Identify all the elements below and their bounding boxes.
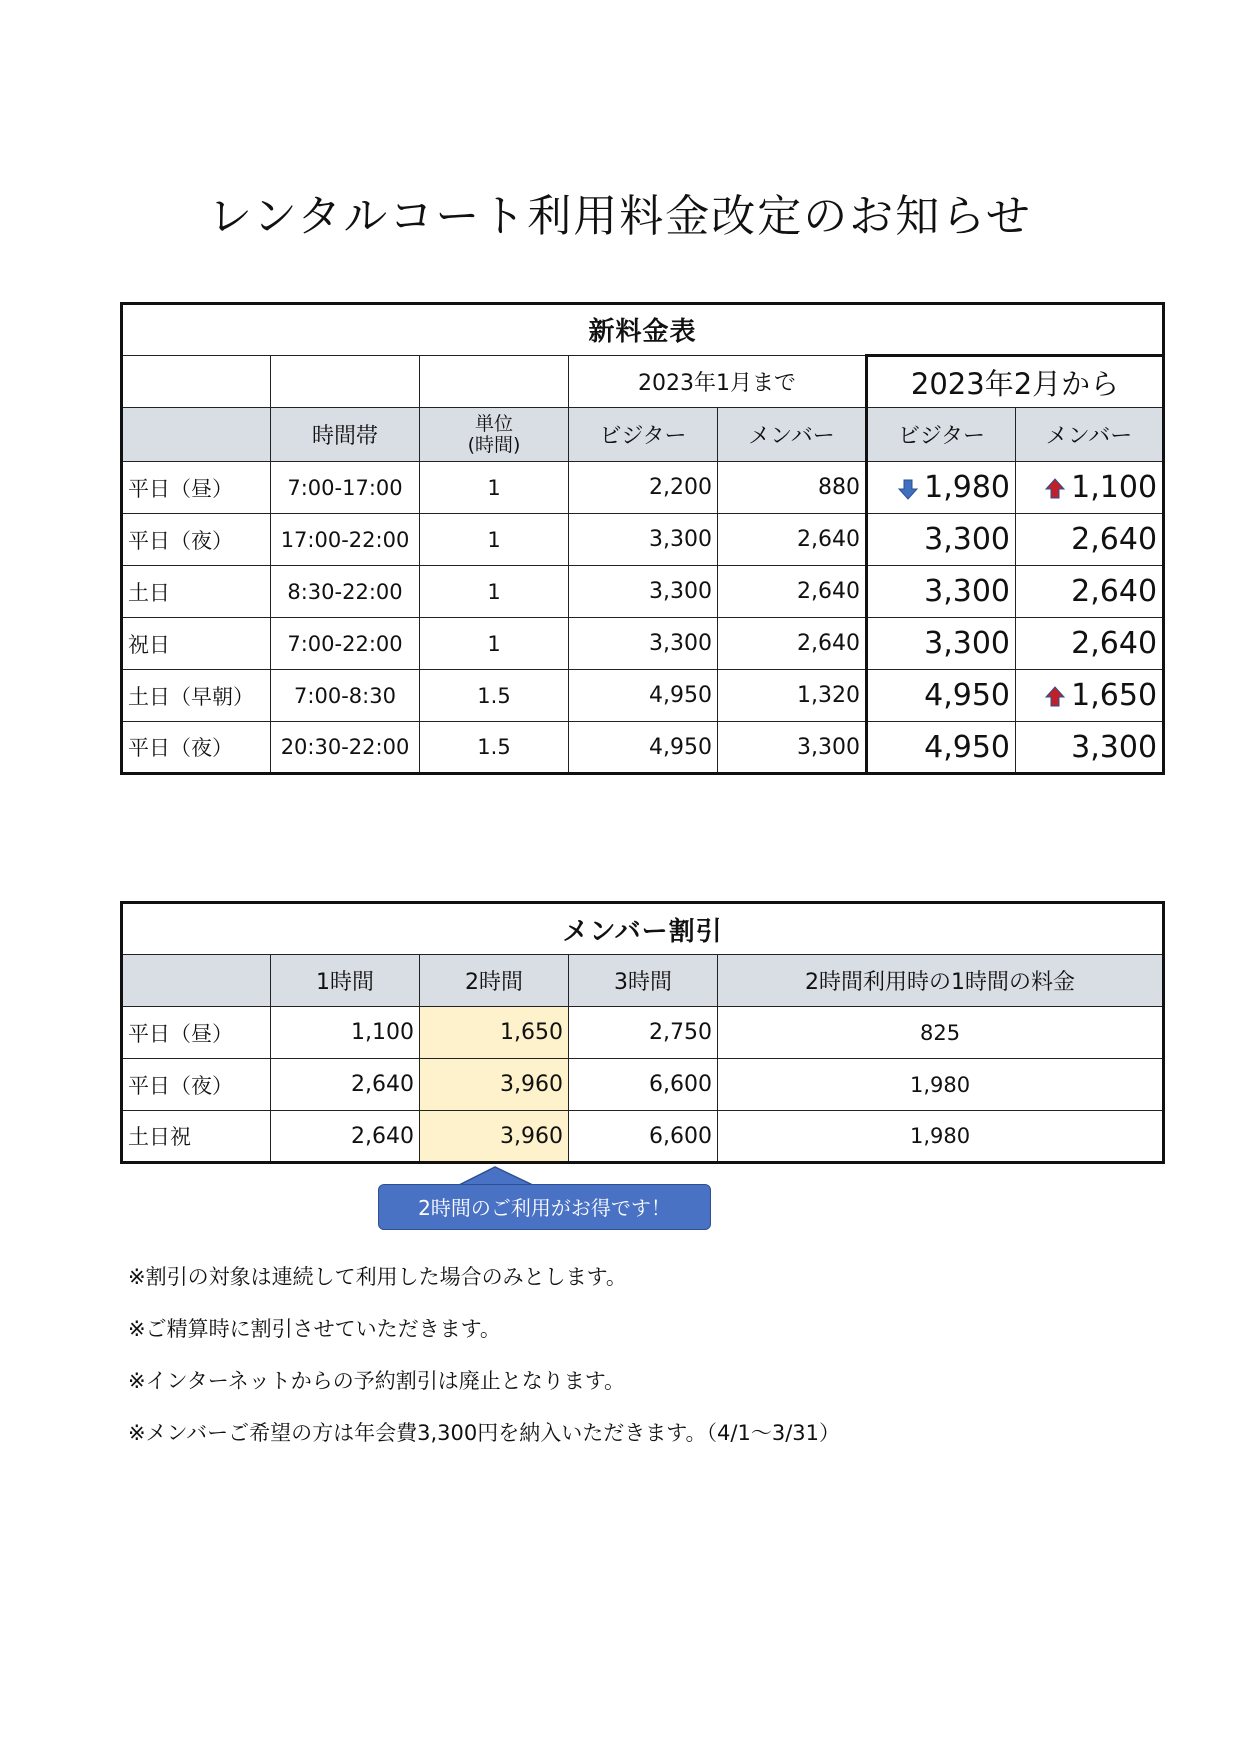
member-new-fee <box>1016 566 1164 618</box>
visitor-old-fee <box>569 722 718 774</box>
member-old-fee <box>718 722 867 774</box>
fee-2-hours-value: 3,960 <box>500 1123 563 1149</box>
time-band <box>271 722 420 774</box>
arrow-down-icon <box>898 478 918 500</box>
member-old-fee-value: 880 <box>818 475 860 500</box>
member-old-fee <box>718 566 867 618</box>
member-new-fee <box>1016 462 1164 514</box>
time-band-value: 20:30-22:00 <box>280 735 410 759</box>
unit-hours-value: 1 <box>487 475 501 500</box>
per-hour-rate <box>718 1059 1164 1111</box>
time-band <box>271 618 420 670</box>
member-new-fee <box>1016 618 1164 670</box>
fee-2-hours <box>420 1059 569 1111</box>
notes <box>128 1262 840 1470</box>
per-hour-rate <box>718 1111 1164 1163</box>
header-member-old: メンバー <box>718 408 867 462</box>
per-hour-rate <box>718 1007 1164 1059</box>
day-type-value: 平日（夜） <box>128 736 233 760</box>
day-type <box>122 1059 271 1111</box>
day-type <box>122 1111 271 1163</box>
header-visitor-new: ビジター <box>867 408 1016 462</box>
member-old-fee <box>718 618 867 670</box>
fee-2-hours-value: 1,650 <box>500 1020 563 1045</box>
header-unit-line1: 単位 <box>474 412 513 435</box>
discount-table <box>120 901 1165 1164</box>
fee-1-hour <box>271 1007 420 1059</box>
visitor-new-fee-value: 3,300 <box>924 522 1010 557</box>
header-time-band: 時間帯 <box>271 408 420 462</box>
table-row <box>122 1111 1164 1163</box>
table-row <box>122 566 1164 618</box>
header-empty <box>122 955 271 1007</box>
per-hour-rate-value: 1,980 <box>909 1072 971 1097</box>
unit-hours <box>420 670 569 722</box>
unit-hours <box>420 566 569 618</box>
note: ※ご精算時に割引させていただきます。 <box>128 1317 501 1341</box>
day-type <box>122 566 271 618</box>
arrow-up-icon <box>1045 478 1065 500</box>
visitor-new-fee <box>867 618 1016 670</box>
empty-cell <box>420 356 569 408</box>
member-new-fee <box>1016 514 1164 566</box>
day-type-value: 土日祝 <box>128 1125 191 1149</box>
time-band-value: 7:00-8:30 <box>294 683 396 708</box>
per-hour-rate-value: 825 <box>919 1020 961 1045</box>
day-type-value: 平日（昼） <box>128 476 233 501</box>
unit-hours-value: 1 <box>487 579 501 604</box>
day-type-value: 平日（夜） <box>128 1073 233 1098</box>
member-old-fee <box>718 462 867 514</box>
member-new-fee-value: 1,650 <box>1071 678 1158 713</box>
note: ※割引の対象は連続して利用した場合のみとします。 <box>128 1265 627 1289</box>
header-1-hour: 1時間 <box>271 955 420 1007</box>
member-old-fee <box>718 670 867 722</box>
member-new-fee-value: 2,640 <box>1071 522 1158 557</box>
visitor-old-fee <box>569 566 718 618</box>
time-band <box>271 670 420 722</box>
time-band-value: 7:00-17:00 <box>287 475 403 500</box>
visitor-old-fee-value: 4,950 <box>649 734 712 760</box>
header-member-new: メンバー <box>1016 408 1164 462</box>
visitor-new-fee-value: 1,980 <box>924 470 1010 505</box>
unit-hours <box>420 462 569 514</box>
visitor-old-fee-value: 3,300 <box>649 579 712 604</box>
visitor-new-fee-value: 4,950 <box>924 678 1010 713</box>
fee-2-hours-value: 3,960 <box>500 1072 563 1097</box>
day-type <box>122 670 271 722</box>
visitor-old-fee <box>569 618 718 670</box>
arrow-up-icon <box>1045 686 1065 708</box>
member-old-fee-value: 2,640 <box>797 579 860 604</box>
fee-2-hours <box>420 1111 569 1163</box>
member-new-fee-value: 1,100 <box>1071 470 1158 505</box>
visitor-old-fee <box>569 462 718 514</box>
header-per-hour-rate: 2時間利用時の1時間の料金 <box>718 955 1164 1007</box>
table-row <box>122 1059 1164 1111</box>
member-new-fee-value: 3,300 <box>1071 729 1158 765</box>
fee-1-hour-value: 1,100 <box>351 1020 414 1045</box>
visitor-new-fee <box>867 722 1016 774</box>
unit-hours-value: 1.5 <box>477 735 511 759</box>
unit-hours <box>420 722 569 774</box>
time-band <box>271 514 420 566</box>
time-band <box>271 462 420 514</box>
header-unit <box>420 408 569 462</box>
unit-hours <box>420 514 569 566</box>
visitor-old-fee <box>569 514 718 566</box>
fee-table <box>120 302 1165 775</box>
fee-1-hour <box>271 1111 420 1163</box>
fee-1-hour-value: 2,640 <box>351 1123 414 1149</box>
member-old-fee <box>718 514 867 566</box>
callout-box: 2時間のご利用がお得です！ <box>378 1184 711 1230</box>
member-old-fee-value: 2,640 <box>797 631 860 656</box>
unit-hours <box>420 618 569 670</box>
header-2-hours: 2時間 <box>420 955 569 1007</box>
visitor-old-fee-value: 2,200 <box>649 475 712 500</box>
unit-hours-value: 1.5 <box>477 683 511 708</box>
day-type <box>122 618 271 670</box>
unit-hours-value: 1 <box>487 527 501 552</box>
day-type <box>122 722 271 774</box>
visitor-new-fee <box>867 462 1016 514</box>
fee-3-hours <box>569 1007 718 1059</box>
header-empty <box>122 408 271 462</box>
time-band-value: 8:30-22:00 <box>287 579 403 604</box>
fee-1-hour-value: 2,640 <box>351 1072 414 1097</box>
fee-3-hours-value: 6,600 <box>649 1123 712 1149</box>
table-row <box>122 618 1164 670</box>
visitor-new-fee <box>867 670 1016 722</box>
visitor-new-fee <box>867 514 1016 566</box>
visitor-new-fee-value: 4,950 <box>924 729 1010 765</box>
time-band-value: 7:00-22:00 <box>287 631 403 656</box>
fee-3-hours-value: 6,600 <box>649 1072 712 1097</box>
table-row <box>122 514 1164 566</box>
fee-table-caption: 新料金表 <box>122 304 1164 356</box>
visitor-old-fee-value: 4,950 <box>649 683 712 708</box>
empty-cell <box>271 356 420 408</box>
visitor-old-fee <box>569 670 718 722</box>
page-title: レンタルコート利用料金改定のお知らせ <box>208 191 1032 242</box>
visitor-old-fee-value: 3,300 <box>649 631 712 656</box>
member-new-fee-value: 2,640 <box>1071 626 1158 661</box>
day-type <box>122 1007 271 1059</box>
member-old-fee-value: 1,320 <box>797 683 860 708</box>
header-unit-line2: (時間) <box>467 433 521 456</box>
period-new: 2023年2月から <box>867 356 1164 408</box>
header-visitor-old: ビジター <box>569 408 718 462</box>
empty-cell <box>122 356 271 408</box>
table-row <box>122 670 1164 722</box>
fee-1-hour <box>271 1059 420 1111</box>
table-row <box>122 722 1164 774</box>
member-old-fee-value: 3,300 <box>797 734 860 760</box>
visitor-new-fee <box>867 566 1016 618</box>
note: ※インターネットからの予約割引は廃止となります。 <box>128 1369 626 1393</box>
member-new-fee-value: 2,640 <box>1071 574 1158 609</box>
time-band-value: 17:00-22:00 <box>280 527 410 552</box>
day-type <box>122 462 271 514</box>
day-type <box>122 514 271 566</box>
period-old: 2023年1月まで <box>569 356 867 408</box>
table-row <box>122 462 1164 514</box>
day-type-value: 土日（早朝） <box>128 684 254 709</box>
fee-3-hours-value: 2,750 <box>649 1020 712 1045</box>
table-row <box>122 1007 1164 1059</box>
member-new-fee <box>1016 722 1164 774</box>
header-3-hours: 3時間 <box>569 955 718 1007</box>
fee-2-hours <box>420 1007 569 1059</box>
note: ※メンバーご希望の方は年会費3,300円を納入いただきます。（4/1～3/31） <box>128 1421 841 1445</box>
member-old-fee-value: 2,640 <box>797 527 860 552</box>
day-type-value: 平日（昼） <box>128 1021 233 1046</box>
discount-table-caption: メンバー割引 <box>122 903 1164 955</box>
fee-3-hours <box>569 1059 718 1111</box>
unit-hours-value: 1 <box>487 631 501 656</box>
member-new-fee <box>1016 670 1164 722</box>
day-type-value: 祝日 <box>128 632 170 657</box>
day-type-value: 平日（夜） <box>128 528 233 553</box>
time-band <box>271 566 420 618</box>
fee-3-hours <box>569 1111 718 1163</box>
day-type-value: 土日 <box>128 580 170 605</box>
per-hour-rate-value: 1,980 <box>909 1124 971 1148</box>
visitor-new-fee-value: 3,300 <box>924 626 1010 661</box>
visitor-new-fee-value: 3,300 <box>924 574 1010 609</box>
visitor-old-fee-value: 3,300 <box>649 527 712 552</box>
